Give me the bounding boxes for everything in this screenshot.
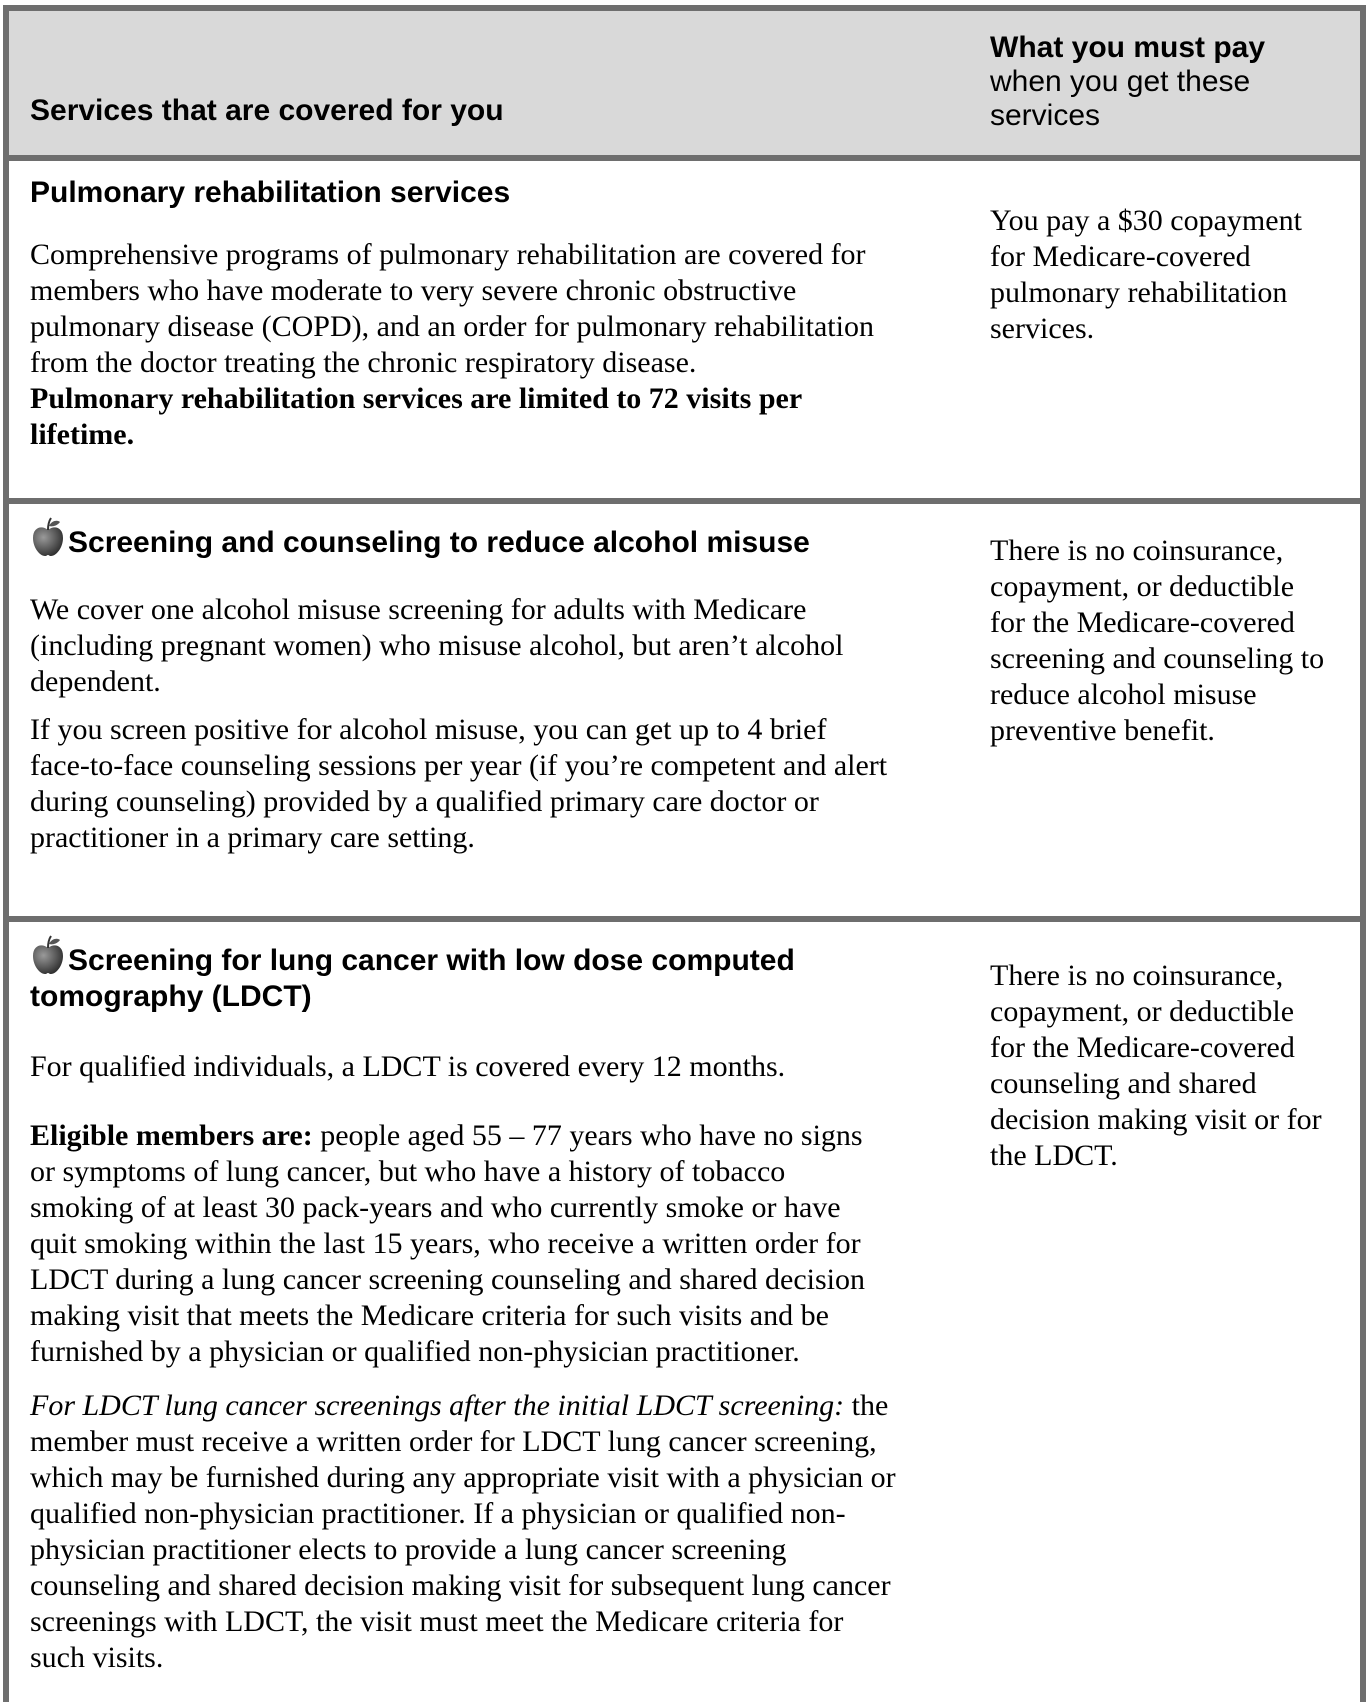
payment-line: reduce alcohol misuse [990, 678, 1257, 711]
service-cell [9, 161, 970, 498]
table-row [9, 161, 1360, 504]
payment-line: for Medicare-covered [990, 240, 1251, 273]
service-title: Screening and counseling to reduce alcohol misuse [68, 526, 810, 559]
service-text-line: If you screen positive for alcohol misuse, you can get up to 4 brief [30, 713, 827, 746]
service-title: Pulmonary rehabilitation services [30, 176, 511, 209]
payment-cell [970, 161, 1360, 498]
header-pay-title: What you must pay [990, 31, 1266, 64]
service-text-line: or symptoms of lung cancer, but who have a history of tobacco [30, 1155, 786, 1188]
payment-line: copayment, or deductible [990, 570, 1295, 603]
payment-line: preventive benefit. [990, 714, 1215, 747]
service-text-line: the [844, 1389, 889, 1422]
apple-icon [30, 516, 66, 558]
payment-cell [970, 922, 1360, 1708]
service-text-line: Comprehensive programs of pulmonary rehabilitation are covered for [30, 238, 866, 271]
service-title: Screening for lung cancer with low dose computed [68, 944, 795, 977]
header-pay-sub-1: when you get these [990, 65, 1251, 98]
table-row [9, 922, 1360, 1708]
payment-line: for the Medicare-covered [990, 606, 1295, 639]
service-text-line: physician practitioner elects to provide a lung cancer screening [30, 1533, 787, 1566]
service-text-line: qualified non-physician practitioner. If a physician or qualified non- [30, 1497, 846, 1530]
service-text-line: making visit that meets the Medicare criteria for such visits and be [30, 1299, 829, 1332]
payment-line: screening and counseling to [990, 642, 1325, 675]
service-text-line: dependent. [30, 665, 161, 698]
service-title-2: tomography (LDCT) [30, 980, 312, 1013]
service-text-line: people aged 55 – 77 years who have no signs [312, 1119, 863, 1152]
service-text-line: counseling and shared decision making visit for subsequent lung cancer [30, 1569, 891, 1602]
service-limit-line: lifetime. [30, 418, 135, 451]
service-limit-line: Pulmonary rehabilitation services are limited to 72 visits per [30, 382, 803, 415]
service-text-line: furnished by a physician or qualified non-physician practitioner. [30, 1335, 800, 1368]
service-text-line: For qualified individuals, a LDCT is covered every 12 months. [30, 1050, 786, 1083]
payment-line: There is no coinsurance, [990, 534, 1284, 567]
payment-line: the LDCT. [990, 1139, 1118, 1172]
service-text-line: which may be furnished during any appropriate visit with a physician or [30, 1461, 896, 1494]
service-text-line: (including pregnant women) who misuse alcohol, but aren’t alcohol [30, 629, 844, 662]
table-header [9, 11, 1360, 161]
service-text-line: We cover one alcohol misuse screening for adults with Medicare [30, 593, 807, 626]
header-pay-sub-2: services [990, 99, 1101, 132]
service-text-line: members who have moderate to very severe chronic obstructive [30, 274, 797, 307]
service-text-line: quit smoking within the last 15 years, who receive a written order for [30, 1227, 861, 1260]
service-text-line: LDCT during a lung cancer screening counseling and shared decision [30, 1263, 866, 1296]
eligible-label: Eligible members are: [30, 1119, 313, 1152]
service-text-line: smoking of at least 30 pack-years and who currently smoke or have [30, 1191, 841, 1224]
payment-cell [970, 504, 1360, 916]
benefits-table [3, 5, 1366, 1702]
service-text-line: during counseling) provided by a qualified primary care doctor or [30, 785, 819, 818]
payment-line: copayment, or deductible [990, 995, 1295, 1028]
service-cell [9, 922, 970, 1708]
header-pay-cell [970, 11, 1360, 155]
header-services: Services that are covered for you [30, 94, 504, 127]
payment-line: There is no coinsurance, [990, 959, 1284, 992]
followup-label: For LDCT lung cancer screenings after the initial LDCT screening: [30, 1389, 845, 1422]
table-row [9, 504, 1360, 922]
header-services-cell [9, 11, 970, 155]
payment-line: pulmonary rehabilitation [990, 276, 1288, 309]
service-title-wrap [30, 934, 795, 1015]
payment-line: services. [990, 312, 1095, 345]
service-title-wrap [30, 516, 810, 561]
service-text-line: from the doctor treating the chronic respiratory disease. [30, 346, 697, 379]
payment-line: You pay a $30 copayment [990, 204, 1302, 237]
service-text-line: pulmonary disease (COPD), and an order for pulmonary rehabilitation [30, 310, 874, 343]
payment-line: for the Medicare-covered [990, 1031, 1295, 1064]
service-text-line: such visits. [30, 1641, 164, 1674]
service-cell [9, 504, 970, 916]
service-text-line: face-to-face counseling sessions per year (if you’re competent and alert [30, 749, 888, 782]
payment-line: decision making visit or for [990, 1103, 1322, 1136]
service-text-line: screenings with LDCT, the visit must meet the Medicare criteria for [30, 1605, 844, 1638]
apple-icon [30, 934, 66, 976]
payment-line: counseling and shared [990, 1067, 1257, 1100]
service-text-line: practitioner in a primary care setting. [30, 821, 475, 854]
service-text-line: member must receive a written order for LDCT lung cancer screening, [30, 1425, 877, 1458]
